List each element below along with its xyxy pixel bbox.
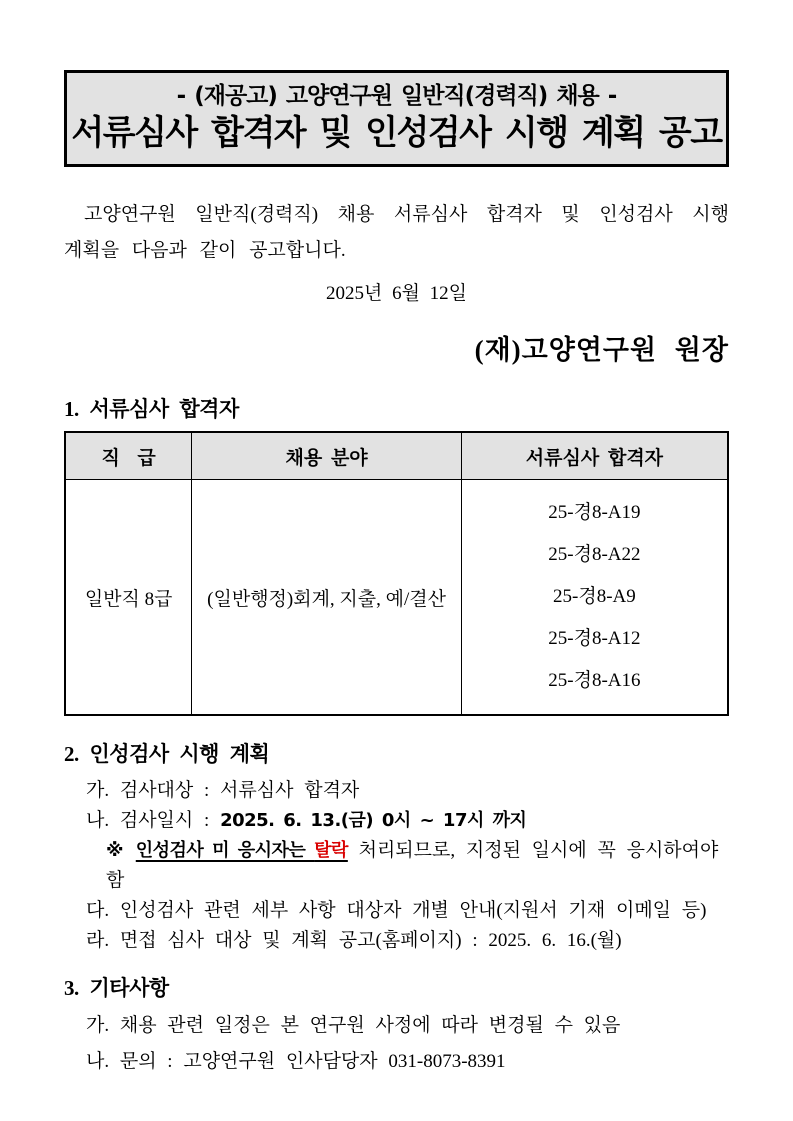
- passers-table: [64, 431, 729, 716]
- intro-paragraph: [64, 197, 729, 269]
- col-header-field: 채용 분야: [192, 432, 462, 480]
- section3-items: [64, 1010, 729, 1078]
- note-underlined: [136, 840, 348, 861]
- col-header-passers: 서류심사 합격자: [461, 432, 728, 480]
- table-row: [65, 480, 728, 716]
- cell-passers: [461, 480, 728, 716]
- note-warning: [106, 836, 729, 896]
- passer-id: 25-경8-A9: [553, 586, 636, 607]
- item-test-datetime-label: 나. 검사일시 :: [86, 810, 221, 831]
- section2-items: [64, 776, 729, 956]
- cell-field: (일반행정)회계, 지출, 예/결산: [192, 480, 462, 716]
- passer-id: 25-경8-A19: [548, 502, 641, 523]
- section3-heading: 3. 기타사항: [64, 976, 169, 1000]
- note-red-text: 탈락: [314, 840, 348, 861]
- table-header-row: [65, 432, 728, 480]
- signature-line: (재)고양연구원 원장: [474, 335, 729, 365]
- section2-heading: 2. 인성검사 시행 계획: [64, 742, 270, 766]
- passer-id: 25-경8-A22: [548, 544, 641, 565]
- title-main: 서류심사 합격자 및 인성검사 시행 계획 공고: [71, 113, 722, 153]
- note-bold-text: 인성검사 미 응시자는: [135, 840, 315, 861]
- section1-heading: 1. 서류심사 합격자: [64, 397, 239, 421]
- item-contact: 나. 문의 : 고양연구원 인사담당자 031-8073-8391: [86, 1051, 506, 1072]
- item-test-datetime: [86, 806, 729, 836]
- passer-id: 25-경8-A12: [548, 628, 641, 649]
- cell-rank: 일반직 8급: [65, 480, 192, 716]
- note-mark: ※: [106, 840, 136, 861]
- item-test-target: 가. 검사대상 : 서류심사 합격자: [86, 780, 360, 801]
- passer-id: 25-경8-A16: [548, 670, 641, 691]
- item-test-datetime-value: 2025. 6. 13.(금) 0시 ~ 17시 까지: [220, 810, 527, 831]
- announcement-date: 2025년 6월 12일: [325, 283, 468, 304]
- intro-line-2: 계획을 다음과 같이 공고합니다.: [64, 240, 346, 261]
- item-test-guidance: 다. 인성검사 관련 세부 사항 대상자 개별 안내(지원서 기재 이메일 등): [86, 900, 707, 921]
- item-schedule-change: 가. 채용 관련 일정은 본 연구원 사정에 따라 변경될 수 있음: [86, 1015, 621, 1036]
- title-box: [64, 70, 729, 167]
- title-subtitle: - (재공고) 고양연구원 일반직(경력직) 채용 -: [176, 83, 617, 109]
- item-interview-notice: 라. 면접 심사 대상 및 계획 공고(홈페이지) : 2025. 6. 16.(월): [86, 930, 622, 951]
- col-header-rank: 직 급: [65, 432, 192, 480]
- intro-line-1: 고양연구원 일반직(경력직) 채용 서류심사 합격자 및 인성검사 시행: [84, 204, 729, 225]
- note-rest-text: 처리되므로, 지정된 일시에 꼭 응시하여야 함: [106, 840, 719, 891]
